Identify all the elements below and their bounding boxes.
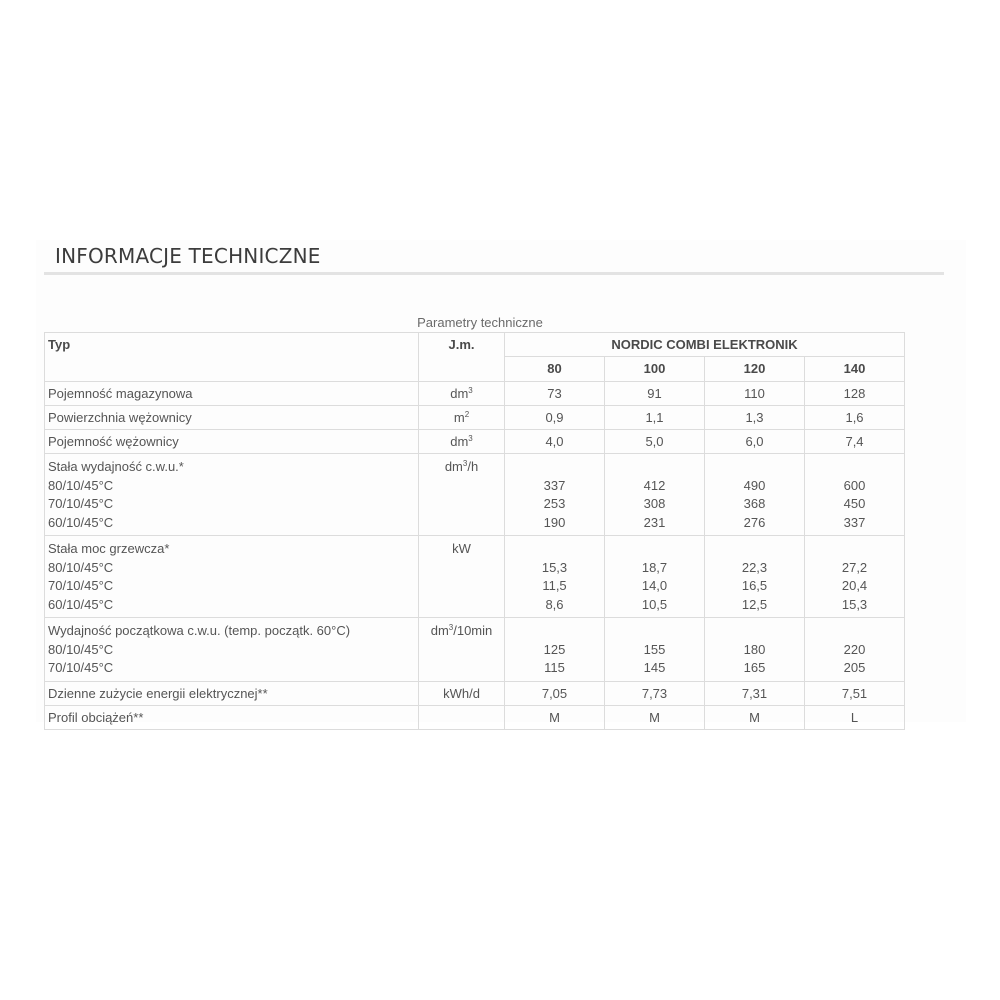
sub-label: 70/10/45°C — [48, 578, 114, 593]
cell-value: 91 — [647, 386, 662, 401]
sub-label: 70/10/45°C — [48, 496, 114, 511]
cell-value: 253 — [543, 496, 566, 511]
cell-value: M — [549, 709, 560, 725]
row-unit — [419, 706, 504, 729]
cell-value: 337 — [543, 477, 566, 493]
row-unit: $dm^3$ — [450, 434, 473, 449]
cell-value: M — [649, 709, 660, 725]
table-row — [45, 406, 905, 430]
row-label: Powierzchnia wężownicy — [48, 410, 192, 425]
cell-value: 145 — [643, 660, 666, 675]
cell-value: 20,4 — [841, 578, 868, 593]
cell-value: 22,3 — [741, 559, 768, 575]
table-caption: Parametry techniczne — [417, 315, 543, 330]
cell-value: 5,0 — [645, 434, 664, 449]
group-label: Wydajność początkowa c.w.u. (temp. początk. 60°C) — [48, 623, 351, 638]
cell-value: 4,0 — [545, 434, 564, 449]
row-label: Pojemność magazynowa — [48, 386, 193, 401]
table-row-group — [45, 454, 905, 536]
cell-value: 205 — [843, 660, 866, 675]
sub-label: 80/10/45°C — [48, 477, 114, 493]
cell-value: 11,5 — [542, 578, 567, 593]
header-model-140: 140 — [805, 357, 905, 382]
cell-value: 231 — [643, 514, 666, 530]
header-type: Typ — [45, 333, 419, 382]
table-header-row — [45, 333, 905, 357]
row-unit: kWh/d — [443, 685, 480, 701]
cell-value: 128 — [843, 386, 866, 401]
header-model-120: 120 — [705, 357, 805, 382]
cell-value: 10,5 — [641, 596, 668, 612]
cell-value: 190 — [543, 514, 566, 530]
sub-label: 80/10/45°C — [48, 641, 114, 657]
cell-value: 7,4 — [845, 434, 864, 449]
cell-value: 1,1 — [645, 410, 664, 425]
cell-value: 7,05 — [541, 685, 568, 701]
cell-value: 180 — [743, 641, 766, 657]
cell-value: 450 — [843, 496, 866, 511]
cell-value: 0,9 — [545, 410, 564, 425]
cell-value: 6,0 — [745, 434, 764, 449]
table-row — [45, 430, 905, 454]
row-unit: $dm^3$ — [450, 386, 473, 401]
header-product-name: NORDIC COMBI ELEKTRONIK — [505, 333, 905, 357]
header-model-100: 100 — [605, 357, 705, 382]
row-unit: $dm^3/10\min$ — [430, 623, 493, 638]
row-unit: kW — [452, 541, 471, 556]
table-row — [45, 705, 905, 729]
cell-value: 490 — [743, 477, 766, 493]
table-row — [45, 382, 905, 406]
cell-value: 368 — [743, 496, 766, 511]
cell-value: 16,5 — [741, 578, 768, 593]
sub-label: 60/10/45°C — [48, 514, 114, 530]
cell-value: 7,51 — [841, 685, 868, 701]
cell-value: 110 — [744, 386, 765, 401]
row-label: Profil obciążeń** — [48, 709, 144, 725]
cell-value: 308 — [643, 496, 666, 511]
sub-label: 80/10/45°C — [48, 559, 114, 575]
row-unit: $m^2$ — [453, 410, 470, 425]
cell-value: 18,7 — [641, 559, 668, 575]
table-row-group — [45, 618, 905, 682]
table-row-group — [45, 536, 905, 618]
cell-value: 412 — [643, 477, 666, 493]
row-label: Pojemność wężownicy — [48, 434, 179, 449]
section-title: INFORMACJE TECHNICZNE — [55, 244, 321, 268]
cell-value: 276 — [743, 514, 766, 530]
cell-value: 1,6 — [845, 410, 864, 425]
cell-value: 15,3 — [841, 596, 868, 612]
cell-value: 12,5 — [741, 596, 768, 612]
cell-value: 125 — [543, 641, 566, 657]
row-label: Dzienne zużycie energii elektrycznej** — [48, 685, 268, 701]
row-unit: $dm^3/h$ — [444, 459, 479, 474]
cell-value: 8,6 — [545, 596, 564, 612]
group-label: Stała wydajność c.w.u.* — [48, 459, 184, 474]
group-label: Stała moc grzewcza* — [48, 541, 170, 556]
cell-value: 7,73 — [641, 685, 668, 701]
cell-value: 337 — [843, 514, 866, 530]
header-unit: J.m. — [419, 333, 505, 382]
header-model-80: 80 — [505, 357, 605, 382]
cell-value: L — [850, 709, 859, 725]
cell-value: 220 — [843, 641, 866, 657]
cell-value: M — [749, 709, 760, 725]
cell-value: 155 — [643, 641, 666, 657]
cell-value: 73 — [547, 386, 562, 401]
cell-value: 115 — [544, 660, 565, 675]
cell-value: 7,31 — [741, 685, 768, 701]
sub-label: 60/10/45°C — [48, 596, 114, 612]
heading-divider — [44, 272, 944, 275]
cell-value: 14,0 — [641, 578, 668, 593]
cell-value: 27,2 — [841, 559, 868, 575]
cell-value: 600 — [843, 477, 866, 493]
table-row — [45, 681, 905, 705]
cell-value: 15,3 — [541, 559, 568, 575]
sub-label: 70/10/45°C — [48, 660, 114, 675]
technical-parameters-table — [44, 332, 905, 730]
cell-value: 1,3 — [745, 410, 764, 425]
cell-value: 165 — [743, 660, 766, 675]
